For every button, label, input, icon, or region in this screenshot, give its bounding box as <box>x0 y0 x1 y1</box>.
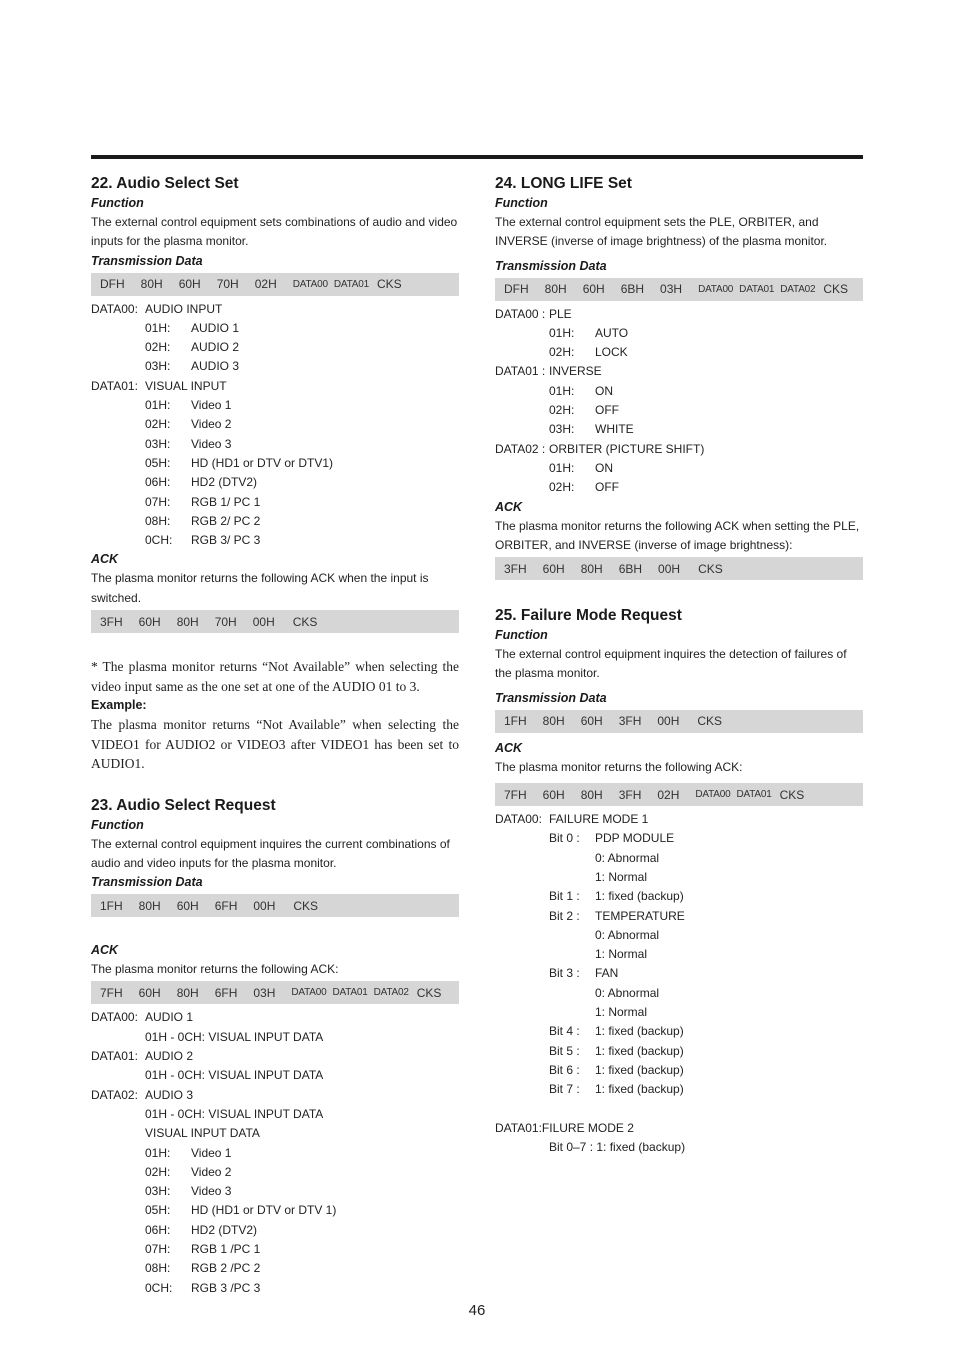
list-item-code: 01H: <box>549 383 575 398</box>
bit-value: TEMPERATURE <box>595 908 685 923</box>
d00-key: DATA00: <box>495 812 542 827</box>
bit-sub: 1: Normal <box>595 947 648 962</box>
d00-items <box>495 324 863 363</box>
section-22-function-label: Function <box>91 196 144 210</box>
list-item-code: 02H: <box>549 345 575 360</box>
section-25-ack-text: The plasma monitor returns the following ACK: <box>495 759 743 774</box>
list-item <box>145 1279 459 1298</box>
code-cell: 80H <box>580 787 603 802</box>
code-cell: 00H <box>658 561 681 576</box>
code-cell: 3FH <box>100 614 123 629</box>
code-cell: 80H <box>140 277 163 292</box>
code-cell: 80H <box>138 898 161 913</box>
bit-row <box>549 829 863 848</box>
code-cell: 60H <box>542 561 565 576</box>
list-item <box>145 338 459 357</box>
list-item-code: 01H: <box>549 460 575 475</box>
list-item-code: 03H: <box>549 422 575 437</box>
section-22-ack-label: ACK <box>91 552 119 567</box>
code-cell: 80H <box>176 614 199 629</box>
left-column <box>91 174 459 1298</box>
data01-key: DATA01: <box>91 378 138 393</box>
visual-items <box>91 1144 459 1298</box>
code-cell: 7FH <box>504 787 527 802</box>
list-item <box>145 1182 459 1201</box>
bit-row <box>549 1042 863 1061</box>
list-item-value: OFF <box>595 403 619 418</box>
bit-key: Bit 6 : <box>549 1062 580 1077</box>
bit-key: Bit 7 : <box>549 1082 580 1097</box>
section-24-data <box>495 305 863 498</box>
d00-sub: 01H - 0CH: VISUAL INPUT DATA <box>145 1029 324 1044</box>
code-cell: CKS <box>697 714 723 729</box>
list-item-code: 01H: <box>145 1145 171 1160</box>
code-cell: 6BH <box>620 282 645 297</box>
list-item-code: 0CH: <box>145 533 173 548</box>
list-item-code: 03H: <box>145 1184 171 1199</box>
list-item-code: 02H: <box>145 1164 171 1179</box>
section-24-ack-bar <box>495 557 863 580</box>
list-item-value: RGB 2 /PC 2 <box>191 1261 261 1276</box>
bit-key: Bit 2 : <box>549 908 580 923</box>
d02-key: DATA02: <box>91 1087 138 1102</box>
bit-sub: 1: Normal <box>595 869 648 884</box>
list-item <box>145 1163 459 1182</box>
code-cell: 6FH <box>214 898 238 913</box>
list-item-value: HD2 (DTV2) <box>191 1222 258 1237</box>
code-cell: 1FH <box>504 714 527 729</box>
list-item-code: 01H: <box>145 320 171 335</box>
list-item-code: 0CH: <box>145 1280 173 1295</box>
list-item-value: AUDIO 1 <box>191 320 240 335</box>
section-23-title: 23. Audio Select Request <box>91 796 276 814</box>
list-item-value: RGB 3 /PC 3 <box>191 1280 261 1295</box>
list-item-code: 02H: <box>145 417 171 432</box>
list-item <box>145 1240 459 1259</box>
code-cell: CKS <box>376 277 402 292</box>
section-22-tx-bar <box>91 273 459 296</box>
code-cell: 80H <box>542 714 565 729</box>
data00-items <box>91 319 459 377</box>
bit-row <box>549 1061 863 1080</box>
list-item-value: OFF <box>595 480 619 495</box>
example-label: Example: <box>91 698 147 713</box>
list-item-value: Video 1 <box>191 1145 232 1160</box>
bit-value: 1: fixed (backup) <box>595 1082 684 1097</box>
list-item <box>549 478 863 497</box>
code-cell: DATA00 <box>698 283 734 295</box>
list-item <box>549 324 863 343</box>
bit-value: 1: fixed (backup) <box>595 889 684 904</box>
bit-key: Bit 1 : <box>549 889 580 904</box>
bit-sub: 0: Abnormal <box>595 927 660 942</box>
section-25-ack-label: ACK <box>495 740 523 755</box>
bit-key: Bit 4 : <box>549 1024 580 1039</box>
section-23-tx-bar <box>91 894 459 917</box>
code-cell: 80H <box>544 282 567 297</box>
code-cell: 3FH <box>618 714 642 729</box>
code-cell: CKS <box>293 898 319 913</box>
d02-items <box>495 459 863 498</box>
d00-key: DATA00 : <box>495 306 546 321</box>
list-item-code: 02H: <box>145 340 171 355</box>
code-cell: 60H <box>138 985 161 1000</box>
section-24-function-text: The external control equipment sets the PLE, ORBITER, and INVERSE (inverse of image brightness) of the plasma monitor. <box>495 215 828 249</box>
list-item <box>549 420 863 439</box>
section-24-transmission-label: Transmission Data <box>495 258 607 273</box>
code-cell: 6BH <box>618 561 643 576</box>
list-item-code: 02H: <box>549 403 575 418</box>
bit-value: 1: fixed (backup) <box>595 1043 684 1058</box>
list-item <box>145 1221 459 1240</box>
code-cell: 60H <box>582 282 605 297</box>
bit-sub: 1: Normal <box>595 1005 648 1020</box>
list-item-code: 05H: <box>145 1203 171 1218</box>
list-item-value: LOCK <box>595 345 628 360</box>
bit-sub: 0: Abnormal <box>595 985 660 1000</box>
bit-sub: 0: Abnormal <box>595 850 660 865</box>
list-item <box>549 459 863 478</box>
data01-items <box>91 396 459 550</box>
data00-key: DATA00: <box>91 301 138 316</box>
list-item-value: HD2 (DTV2) <box>191 475 258 490</box>
list-item <box>145 493 459 512</box>
page-number: 46 <box>468 1302 486 1319</box>
code-cell: DFH <box>100 277 125 292</box>
list-item <box>145 435 459 454</box>
list-item-code: 01H: <box>549 325 575 340</box>
code-cell: CKS <box>416 985 442 1000</box>
list-item <box>145 319 459 338</box>
bit-row <box>549 1080 863 1099</box>
list-item-value: AUDIO 2 <box>191 340 240 355</box>
list-item <box>145 473 459 492</box>
list-item <box>145 357 459 376</box>
list-item-value: RGB 1 /PC 1 <box>191 1242 261 1256</box>
list-item-code: 08H: <box>145 513 171 528</box>
d01-val: AUDIO 2 <box>145 1049 194 1064</box>
d00-key: DATA00: <box>91 1010 138 1025</box>
bit-key: Bit 3 : <box>549 966 580 981</box>
code-cell: 80H <box>580 561 603 576</box>
section-23-ack-text: The plasma monitor returns the following ACK: <box>91 962 339 977</box>
list-item <box>145 415 459 434</box>
list-item-value: Video 1 <box>191 398 232 413</box>
bit-value: 1: fixed (backup) <box>595 1062 684 1077</box>
list-item-code: 02H: <box>549 480 575 495</box>
code-cell: 3FH <box>618 787 642 802</box>
section-22-title: 22. Audio Select Set <box>91 175 239 192</box>
code-cell: DATA00 <box>695 789 731 801</box>
code-cell: DATA02 <box>780 283 816 295</box>
list-item-value: RGB 3/ PC 3 <box>191 533 261 548</box>
section-22-note: * The plasma monitor returns “Not Available” when selecting the video input same as the one set at one of the AUDIO 01 to 3. <box>91 659 459 694</box>
code-cell: 60H <box>176 898 199 913</box>
code-cell: 3FH <box>504 561 527 576</box>
code-cell: 60H <box>178 277 201 292</box>
code-cell: DATA00 <box>291 987 327 999</box>
section-24-function-label: Function <box>495 196 548 210</box>
right-column <box>495 174 863 1157</box>
section-25-transmission-label: Transmission Data <box>495 690 607 705</box>
list-item-code: 07H: <box>145 494 171 509</box>
code-cell: 1FH <box>100 898 123 913</box>
code-cell: CKS <box>698 561 723 576</box>
d01-sub: 01H - 0CH: VISUAL INPUT DATA <box>145 1068 324 1083</box>
code-cell: 02H <box>657 787 680 802</box>
code-cell: 80H <box>176 985 199 1000</box>
code-cell: CKS <box>292 614 318 629</box>
d02-val: AUDIO 3 <box>145 1087 194 1102</box>
section-25-ack-bar <box>495 783 863 806</box>
list-item <box>549 343 863 362</box>
list-item-code: 01H: <box>145 398 171 413</box>
section-24-ack-label: ACK <box>495 499 523 514</box>
section-23-ack-label: ACK <box>91 943 119 958</box>
code-cell: DATA01 <box>739 283 775 295</box>
list-item <box>145 1259 459 1278</box>
code-cell: 70H <box>214 614 237 629</box>
code-cell: 60H <box>580 714 603 729</box>
d01-line: DATA01:FILURE MODE 2 <box>495 1120 634 1135</box>
list-item <box>549 401 863 420</box>
list-item-value: AUDIO 3 <box>191 359 240 374</box>
list-item <box>145 512 459 531</box>
section-24-tx-bar <box>495 278 863 301</box>
d00-title: FAILURE MODE 1 <box>549 812 649 827</box>
d01-key: DATA01 : <box>495 364 546 379</box>
code-cell: 7FH <box>100 985 123 1000</box>
bit-value: FAN <box>595 966 619 981</box>
bit-key: Bit 5 : <box>549 1043 580 1058</box>
code-cell: DATA00 <box>292 278 328 290</box>
d02-title: ORBITER (PICTURE SHIFT) <box>549 441 705 456</box>
list-item <box>145 531 459 550</box>
code-cell: 00H <box>657 714 680 729</box>
visual-title: VISUAL INPUT DATA <box>145 1126 260 1141</box>
list-item-code: 07H: <box>145 1242 171 1256</box>
section-22-data00 <box>91 300 459 551</box>
list-item-value: RGB 1/ PC 1 <box>191 494 261 509</box>
list-item-value: WHITE <box>595 422 634 437</box>
list-item-value: ON <box>595 383 613 398</box>
section-22-ack-text: The plasma monitor returns the following ACK when the input is switched. <box>91 571 429 605</box>
bit-key: Bit 0 : <box>549 831 580 846</box>
list-item-value: Video 2 <box>191 1164 232 1179</box>
list-item <box>549 382 863 401</box>
section-24-title: 24. LONG LIFE Set <box>495 175 632 192</box>
code-cell: 00H <box>252 614 275 629</box>
list-item-code: 03H: <box>145 436 171 451</box>
list-item-value: Video 3 <box>191 1184 232 1199</box>
code-cell: 02H <box>254 277 277 292</box>
code-cell: 60H <box>542 787 565 802</box>
code-cell: DATA01 <box>332 987 368 999</box>
list-item-value: RGB 2/ PC 2 <box>191 513 261 528</box>
d02-sub: 01H - 0CH: VISUAL INPUT DATA <box>145 1106 324 1121</box>
section-23-ack-bar <box>91 981 459 1004</box>
section-25-function-label: Function <box>495 628 548 643</box>
list-item-code: 03H: <box>145 359 171 374</box>
code-cell: DFH <box>504 282 529 297</box>
list-item-value: Video 3 <box>191 436 232 451</box>
d01-items <box>495 382 863 440</box>
code-cell: DATA01 <box>736 789 772 801</box>
section-24-ack-text: The plasma monitor returns the following ACK when setting the PLE, ORBITER, and INVERSE (inverse of image brightness): <box>495 518 860 552</box>
bit-value: 1: fixed (backup) <box>595 1024 684 1039</box>
section-25-function-text: The external control equipment inquires the detection of failures of the plasma monitor. <box>495 647 847 681</box>
data00-title: AUDIO INPUT <box>145 301 223 316</box>
section-23-transmission-label: Transmission Data <box>91 875 203 890</box>
code-cell: 6FH <box>214 985 238 1000</box>
d02-key: DATA02 : <box>495 441 546 456</box>
list-item-code: 08H: <box>145 1261 171 1276</box>
d01-key: DATA01: <box>91 1049 138 1064</box>
bit-value: PDP MODULE <box>595 831 675 846</box>
d00-title: PLE <box>549 306 572 321</box>
code-cell: 03H <box>660 282 683 297</box>
section-23-data <box>91 1008 459 1297</box>
d00-val: AUDIO 1 <box>145 1010 194 1025</box>
list-item <box>145 396 459 415</box>
list-item-value: AUTO <box>595 325 629 340</box>
section-22-function-text: The external control equipment sets combinations of audio and video inputs for the plasma monitor. <box>91 215 458 249</box>
section-25-data <box>495 810 863 1157</box>
list-item-code: 06H: <box>145 475 171 490</box>
code-cell: 70H <box>216 277 239 292</box>
bit-row <box>549 1022 863 1041</box>
bit-row <box>549 887 863 906</box>
list-item <box>145 1144 459 1163</box>
section-25-tx-bar <box>495 710 863 733</box>
code-cell: CKS <box>823 282 849 297</box>
list-item <box>145 1201 459 1220</box>
example-text: The plasma monitor returns “Not Available” when selecting the VIDEO1 for AUDIO2 or VIDEO3 after VIDEO1 has been set to AUDIO1. <box>91 717 459 772</box>
list-item-value: Video 2 <box>191 417 232 432</box>
d01-sub: Bit 0–7 : 1: fixed (backup) <box>549 1139 686 1154</box>
code-cell: 03H <box>253 985 276 1000</box>
code-cell: 60H <box>138 614 161 629</box>
section-22-ack-bar <box>91 610 459 633</box>
section-25-title: 25. Failure Mode Request <box>495 607 682 625</box>
bit-row <box>549 907 863 926</box>
list-item-code: 05H: <box>145 455 171 470</box>
list-item-value: HD (HD1 or DTV or DTV 1) <box>191 1203 337 1218</box>
bit-row <box>549 964 863 983</box>
code-cell: DATA02 <box>373 987 409 999</box>
section-23-function-text: The external control equipment inquires the current combinations of audio and video inputs for the plasma monitor. <box>91 836 450 870</box>
list-item-code: 06H: <box>145 1222 171 1237</box>
code-cell: DATA01 <box>333 278 369 290</box>
top-rule <box>91 155 863 159</box>
data01-title: VISUAL INPUT <box>145 378 227 393</box>
bit-list <box>495 829 863 1099</box>
code-cell: CKS <box>779 787 805 802</box>
list-item <box>145 454 459 473</box>
section-23-function-label: Function <box>91 817 144 832</box>
section-22-transmission-label: Transmission Data <box>91 253 203 268</box>
d01-title: INVERSE <box>549 364 602 379</box>
code-cell: 00H <box>253 898 276 913</box>
list-item-value: HD (HD1 or DTV or DTV1) <box>191 455 334 470</box>
list-item-value: ON <box>595 460 613 475</box>
